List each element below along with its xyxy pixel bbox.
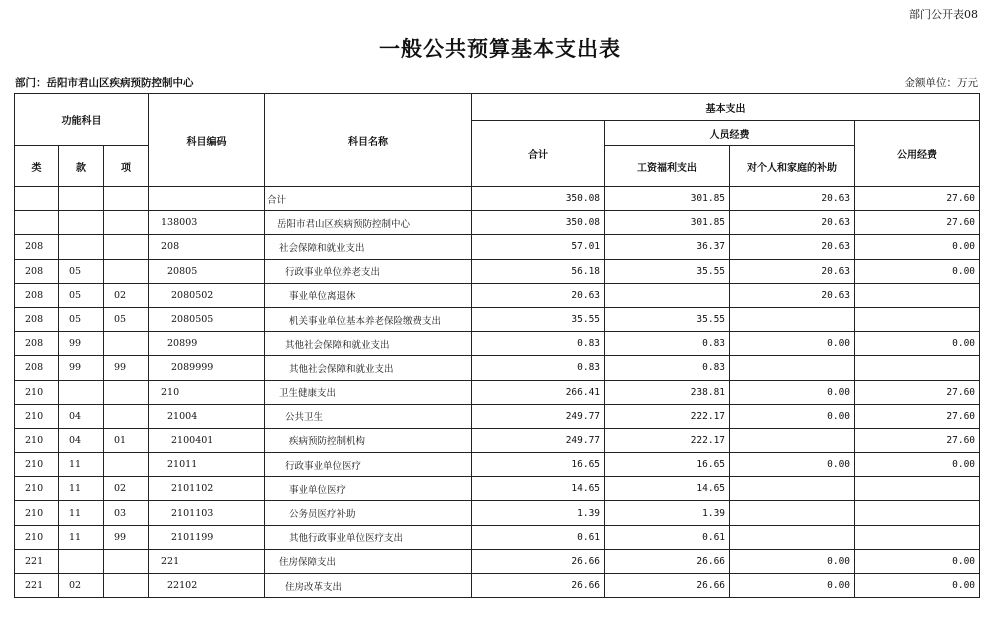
cell-kuan: 05: [59, 259, 104, 283]
cell-total: 249.77: [472, 404, 605, 428]
header-code: 科目编码: [149, 94, 265, 187]
cell-kuan: [59, 235, 104, 259]
cell-kuan: [59, 187, 104, 211]
table-row: [15, 428, 980, 452]
cell-kuan: [59, 211, 104, 235]
cell-subsidy: [730, 356, 855, 380]
cell-wages: [605, 283, 730, 307]
cell-xiang: [104, 211, 149, 235]
cell-wages: 301.85: [605, 187, 730, 211]
table-row: [15, 187, 980, 211]
cell-public: 0.00: [855, 235, 980, 259]
cell-name: 机关事业单位基本养老保险缴费支出: [265, 307, 472, 331]
cell-subsidy: 20.63: [730, 235, 855, 259]
header-subsidy: 对个人和家庭的补助: [730, 146, 855, 187]
cell-name: 其他社会保障和就业支出: [265, 356, 472, 380]
cell-xiang: 99: [104, 525, 149, 549]
page-title: 一般公共预算基本支出表: [379, 37, 621, 61]
table-row: [15, 380, 980, 404]
cell-xiang: [104, 404, 149, 428]
cell-subsidy: 20.63: [730, 283, 855, 307]
header-wages: 工资福利支出: [605, 146, 730, 187]
cell-kuan: 11: [59, 525, 104, 549]
table-row: [15, 235, 980, 259]
table-row: [15, 549, 980, 573]
cell-xiang: [104, 453, 149, 477]
cell-kuan: 11: [59, 453, 104, 477]
cell-kuan: 04: [59, 428, 104, 452]
table-row: [15, 259, 980, 283]
cell-xiang: [104, 549, 149, 573]
cell-total: 0.61: [472, 525, 605, 549]
cell-lei: 221: [15, 574, 59, 598]
budget-table: [14, 93, 980, 598]
cell-subsidy: [730, 501, 855, 525]
cell-lei: 210: [15, 525, 59, 549]
cell-name: 公务员医疗补助: [265, 501, 472, 525]
cell-total: 14.65: [472, 477, 605, 501]
cell-subsidy: 0.00: [730, 380, 855, 404]
table-row: [15, 283, 980, 307]
cell-wages: 26.66: [605, 574, 730, 598]
cell-kuan: 11: [59, 501, 104, 525]
cell-public: [855, 501, 980, 525]
cell-name: 合计: [265, 187, 472, 211]
cell-subsidy: [730, 477, 855, 501]
cell-wages: 26.66: [605, 549, 730, 573]
cell-lei: 208: [15, 307, 59, 331]
header-lei: 类: [15, 146, 59, 187]
cell-subsidy: 0.00: [730, 332, 855, 356]
cell-public: 0.00: [855, 453, 980, 477]
header-xiang: 项: [104, 146, 149, 187]
cell-wages: 14.65: [605, 477, 730, 501]
cell-xiang: [104, 380, 149, 404]
cell-total: 20.63: [472, 283, 605, 307]
cell-name: 社会保障和就业支出: [265, 235, 472, 259]
table-row: [15, 211, 980, 235]
cell-subsidy: [730, 428, 855, 452]
header-public: 公用经费: [855, 121, 980, 187]
cell-total: 249.77: [472, 428, 605, 452]
cell-xiang: 99: [104, 356, 149, 380]
cell-kuan: 04: [59, 404, 104, 428]
cell-code: 2100401: [149, 428, 265, 452]
cell-name: 岳阳市君山区疾病预防控制中心: [265, 211, 472, 235]
cell-lei: 221: [15, 549, 59, 573]
header-basic-expense: 基本支出: [472, 94, 980, 121]
cell-wages: 0.83: [605, 356, 730, 380]
cell-wages: 222.17: [605, 428, 730, 452]
cell-lei: 210: [15, 477, 59, 501]
cell-code: 2101103: [149, 501, 265, 525]
cell-lei: 208: [15, 259, 59, 283]
cell-code: 22102: [149, 574, 265, 598]
cell-code: 2080505: [149, 307, 265, 331]
cell-kuan: 99: [59, 356, 104, 380]
cell-lei: [15, 211, 59, 235]
cell-wages: 35.55: [605, 307, 730, 331]
cell-subsidy: 0.00: [730, 453, 855, 477]
cell-wages: 1.39: [605, 501, 730, 525]
cell-subsidy: 20.63: [730, 187, 855, 211]
table-row: [15, 453, 980, 477]
cell-public: [855, 477, 980, 501]
cell-xiang: 01: [104, 428, 149, 452]
unit-label: 金额单位：万元: [904, 77, 978, 89]
cell-name: 行政事业单位医疗: [265, 453, 472, 477]
cell-xiang: [104, 332, 149, 356]
cell-lei: 210: [15, 501, 59, 525]
cell-name: 住房保障支出: [265, 549, 472, 573]
cell-total: 35.55: [472, 307, 605, 331]
cell-public: [855, 307, 980, 331]
cell-name: 公共卫生: [265, 404, 472, 428]
cell-public: 0.00: [855, 549, 980, 573]
department-label: 部门：岳阳市君山区疾病预防控制中心: [15, 77, 194, 89]
table-body: [15, 187, 980, 598]
cell-code: 21004: [149, 404, 265, 428]
cell-name: 事业单位医疗: [265, 477, 472, 501]
cell-code: [149, 187, 265, 211]
cell-lei: 210: [15, 380, 59, 404]
cell-subsidy: 20.63: [730, 211, 855, 235]
cell-wages: 301.85: [605, 211, 730, 235]
cell-xiang: 05: [104, 307, 149, 331]
cell-name: 卫生健康支出: [265, 380, 472, 404]
cell-wages: 0.61: [605, 525, 730, 549]
table-row: [15, 477, 980, 501]
cell-code: 2101199: [149, 525, 265, 549]
cell-xiang: [104, 259, 149, 283]
table-row: [15, 574, 980, 598]
table-row: [15, 307, 980, 331]
cell-kuan: 05: [59, 283, 104, 307]
cell-lei: 210: [15, 453, 59, 477]
form-number: 部门公开表08: [909, 8, 978, 21]
cell-total: 350.08: [472, 211, 605, 235]
cell-total: 350.08: [472, 187, 605, 211]
cell-public: [855, 525, 980, 549]
cell-lei: 208: [15, 283, 59, 307]
cell-total: 26.66: [472, 549, 605, 573]
cell-name: 住房改革支出: [265, 574, 472, 598]
cell-lei: 210: [15, 428, 59, 452]
cell-wages: 35.55: [605, 259, 730, 283]
cell-code: 2080502: [149, 283, 265, 307]
cell-code: 210: [149, 380, 265, 404]
cell-subsidy: 0.00: [730, 549, 855, 573]
cell-lei: 208: [15, 235, 59, 259]
cell-public: 27.60: [855, 187, 980, 211]
cell-name: 行政事业单位养老支出: [265, 259, 472, 283]
header-kuan: 款: [59, 146, 104, 187]
cell-code: 2089999: [149, 356, 265, 380]
header-personnel: 人员经费: [605, 121, 855, 146]
cell-xiang: [104, 574, 149, 598]
cell-name: 疾病预防控制机构: [265, 428, 472, 452]
cell-public: 0.00: [855, 332, 980, 356]
cell-public: 0.00: [855, 574, 980, 598]
cell-xiang: 02: [104, 477, 149, 501]
cell-name: 事业单位离退休: [265, 283, 472, 307]
cell-code: 138003: [149, 211, 265, 235]
cell-code: 221: [149, 549, 265, 573]
cell-wages: 222.17: [605, 404, 730, 428]
table-header: [15, 94, 980, 187]
cell-name: 其他社会保障和就业支出: [265, 332, 472, 356]
table-row: [15, 501, 980, 525]
cell-lei: [15, 187, 59, 211]
cell-total: 26.66: [472, 574, 605, 598]
table-row: [15, 404, 980, 428]
cell-xiang: 02: [104, 283, 149, 307]
cell-xiang: 03: [104, 501, 149, 525]
cell-code: 20899: [149, 332, 265, 356]
cell-lei: 208: [15, 332, 59, 356]
cell-kuan: 11: [59, 477, 104, 501]
cell-kuan: 05: [59, 307, 104, 331]
cell-kuan: [59, 380, 104, 404]
cell-code: 208: [149, 235, 265, 259]
cell-lei: 210: [15, 404, 59, 428]
cell-total: 266.41: [472, 380, 605, 404]
cell-wages: 16.65: [605, 453, 730, 477]
cell-kuan: [59, 549, 104, 573]
cell-code: 21011: [149, 453, 265, 477]
cell-total: 0.83: [472, 356, 605, 380]
cell-wages: 36.37: [605, 235, 730, 259]
cell-subsidy: 0.00: [730, 574, 855, 598]
cell-public: 27.60: [855, 380, 980, 404]
cell-wages: 238.81: [605, 380, 730, 404]
cell-total: 0.83: [472, 332, 605, 356]
cell-code: 2101102: [149, 477, 265, 501]
cell-xiang: [104, 187, 149, 211]
cell-subsidy: [730, 307, 855, 331]
cell-code: 20805: [149, 259, 265, 283]
cell-public: [855, 283, 980, 307]
cell-total: 57.01: [472, 235, 605, 259]
table-row: [15, 356, 980, 380]
cell-kuan: 02: [59, 574, 104, 598]
cell-total: 16.65: [472, 453, 605, 477]
cell-xiang: [104, 235, 149, 259]
cell-public: [855, 356, 980, 380]
header-name: 科目名称: [265, 94, 472, 187]
cell-public: 27.60: [855, 211, 980, 235]
cell-lei: 208: [15, 356, 59, 380]
cell-subsidy: [730, 525, 855, 549]
cell-wages: 0.83: [605, 332, 730, 356]
cell-public: 0.00: [855, 259, 980, 283]
cell-subsidy: 20.63: [730, 259, 855, 283]
header-total: 合计: [472, 121, 605, 187]
cell-public: 27.60: [855, 428, 980, 452]
cell-name: 其他行政事业单位医疗支出: [265, 525, 472, 549]
cell-total: 1.39: [472, 501, 605, 525]
header-func-subject: 功能科目: [15, 94, 149, 146]
cell-kuan: 99: [59, 332, 104, 356]
cell-total: 56.18: [472, 259, 605, 283]
cell-public: 27.60: [855, 404, 980, 428]
table-row: [15, 525, 980, 549]
table-row: [15, 332, 980, 356]
cell-subsidy: 0.00: [730, 404, 855, 428]
